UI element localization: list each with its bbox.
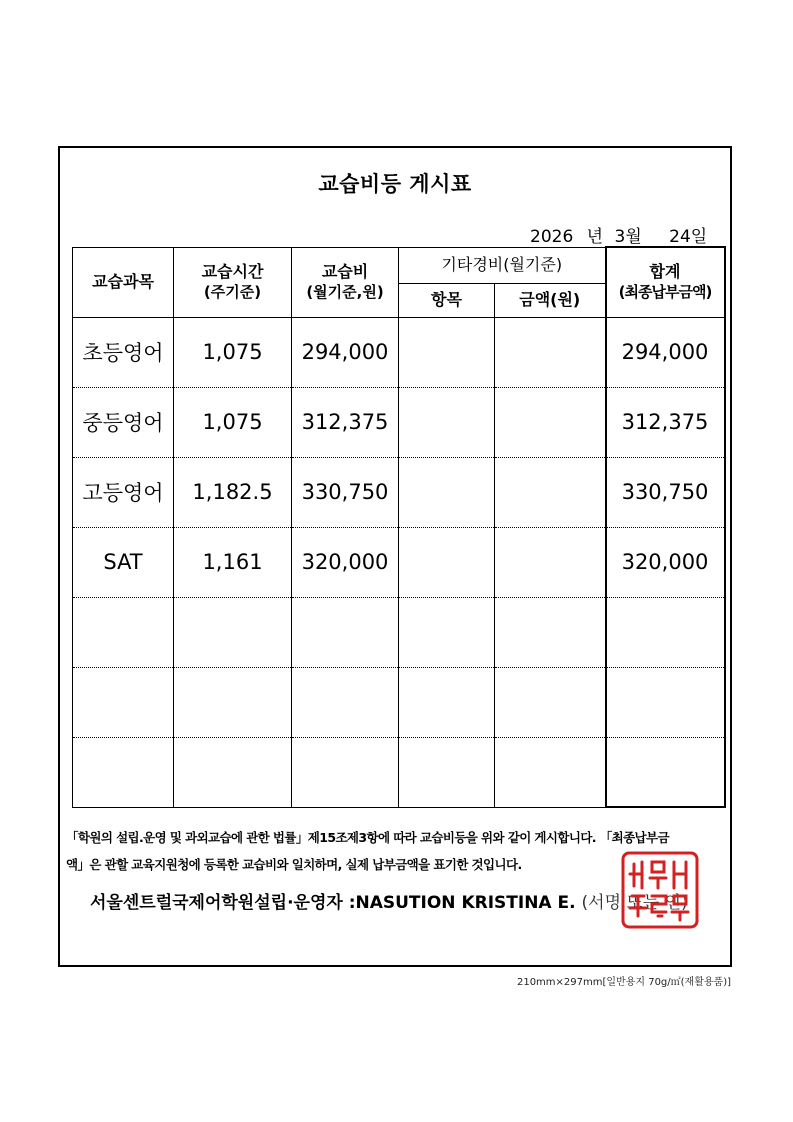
date-year: 2026: [530, 227, 574, 247]
header-total-label: 합계: [649, 262, 681, 282]
cell-fee: 312,375: [292, 387, 399, 457]
cell-hours: 1,161: [174, 527, 292, 597]
cell-hours: [174, 737, 292, 807]
cell-amount: [495, 317, 606, 387]
header-other: 기타경비(월기준): [399, 247, 606, 283]
page-title: 교습비등 게시표: [318, 172, 472, 196]
cell-subject: 중등영어: [73, 387, 174, 457]
date-month: 3월: [614, 227, 642, 247]
cell-item: [399, 737, 495, 807]
cell-total: [606, 597, 725, 667]
paper-spec: 210mm×297mm[일반용지 70g/㎡(재활용품)]: [516, 977, 731, 988]
cell-amount: [495, 457, 606, 527]
table-row: [73, 737, 725, 807]
cell-subject: 고등영어: [73, 457, 174, 527]
header-fee: [292, 247, 399, 317]
cell-item: [399, 317, 495, 387]
cell-total: [606, 737, 725, 807]
cell-item: [399, 387, 495, 457]
cell-hours: 1,075: [174, 317, 292, 387]
cell-amount: [495, 667, 606, 737]
cell-subject: 초등영어: [73, 317, 174, 387]
header-amount: 금액(원): [495, 283, 606, 317]
header-item: 항목: [399, 283, 495, 317]
cell-subject: SAT: [73, 527, 174, 597]
cell-hours: [174, 667, 292, 737]
cell-subject: [73, 667, 174, 737]
cell-amount: [495, 527, 606, 597]
notice-date: [530, 222, 707, 247]
cell-hours: 1,075: [174, 387, 292, 457]
seal-glyphs: [630, 862, 688, 920]
header-hours-sub: (주기준): [203, 283, 262, 301]
red-seal-stamp: [620, 850, 700, 930]
date-year-unit: 년: [586, 227, 604, 247]
cell-fee: 330,750: [292, 457, 399, 527]
cell-amount: [495, 597, 606, 667]
cell-item: [399, 667, 495, 737]
cell-fee: [292, 597, 399, 667]
signature-line: [90, 888, 688, 913]
date-day: 24일: [669, 227, 708, 247]
table-row: [73, 527, 725, 597]
table-row: [73, 667, 725, 737]
legal-note-line1: 「학원의 설립.운영 및 과외교습에 관한 법률」제15조제3항에 따라 교습비등을 위와 같이 게시합니다. 「최종납부금: [66, 830, 669, 845]
cell-total: 294,000: [606, 317, 725, 387]
cell-hours: [174, 597, 292, 667]
cell-subject: [73, 737, 174, 807]
cell-fee: 294,000: [292, 317, 399, 387]
table-row: [73, 597, 725, 667]
notice-frame: [58, 146, 732, 967]
cell-total: 312,375: [606, 387, 725, 457]
cell-amount: [495, 387, 606, 457]
cell-fee: [292, 667, 399, 737]
cell-amount: [495, 737, 606, 807]
cell-total: 320,000: [606, 527, 725, 597]
cell-total: [606, 667, 725, 737]
cell-item: [399, 597, 495, 667]
header-fee-sub: (월기준,원): [306, 283, 384, 301]
header-total: [606, 247, 725, 317]
cell-item: [399, 527, 495, 597]
cell-fee: 320,000: [292, 527, 399, 597]
cell-subject: [73, 597, 174, 667]
legal-note-line2: 액」은 관할 교육지원청에 등록한 교습비와 일치하며, 실제 납부금액을 표기한 것입니다.: [66, 857, 522, 872]
signature-mark: (서명 또는 인): [581, 893, 688, 913]
header-hours: [174, 247, 292, 317]
header-subject: 교습과목: [73, 247, 174, 317]
cell-total: 330,750: [606, 457, 725, 527]
table-row: [73, 457, 725, 527]
cell-fee: [292, 737, 399, 807]
header-fee-label: 교습비: [321, 262, 369, 281]
cell-hours: 1,182.5: [174, 457, 292, 527]
operator-name: 서울센트럴국제어학원설립·운영자 :NASUTION KRISTINA E.: [90, 893, 576, 913]
table-row: [73, 387, 725, 457]
fee-table: [72, 246, 726, 808]
header-hours-label: 교습시간: [201, 262, 264, 281]
cell-item: [399, 457, 495, 527]
header-total-sub: (최종납부금액): [618, 283, 712, 302]
table-row: [73, 317, 725, 387]
